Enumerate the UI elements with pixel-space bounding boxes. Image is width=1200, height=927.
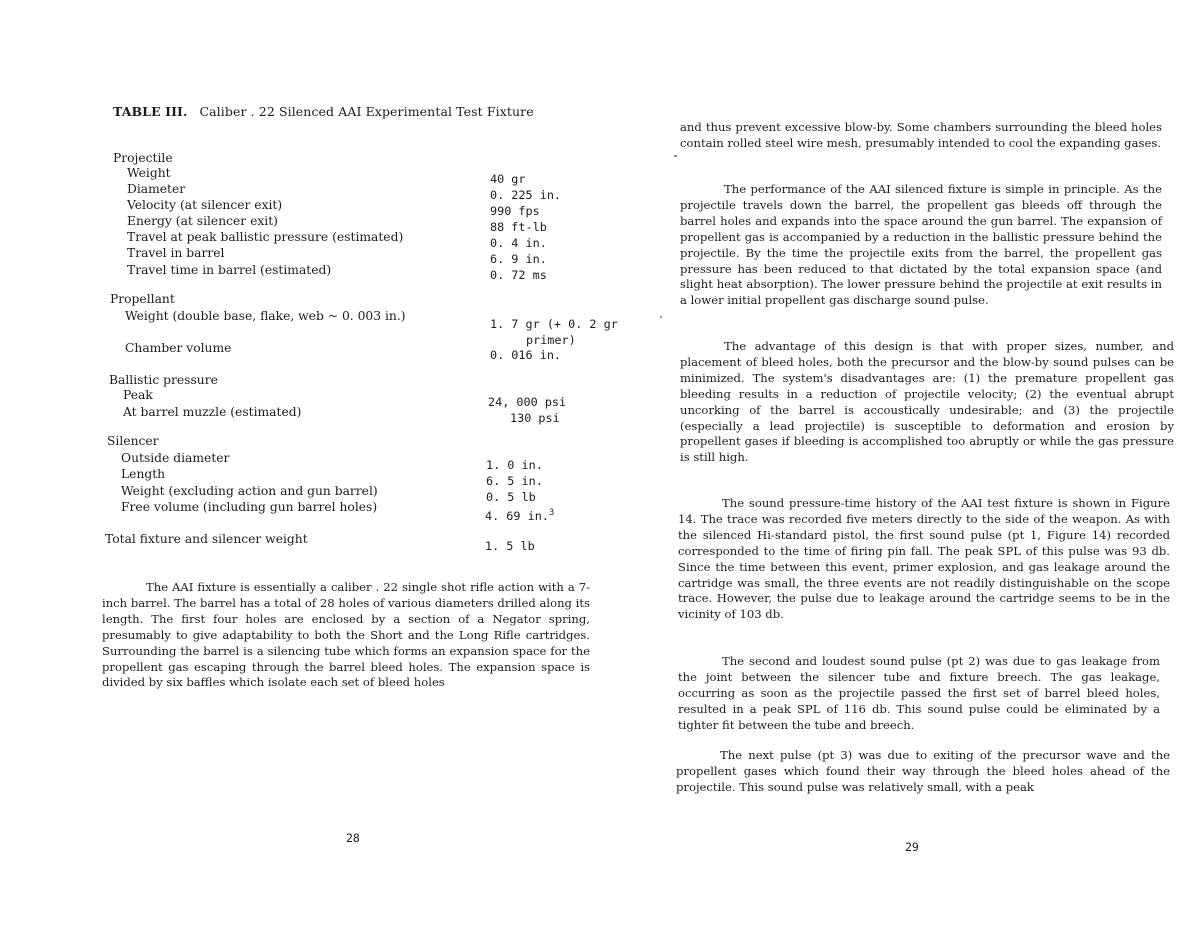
- table-row-label: Weight (double base, flake, web ~ 0. 003 in.): [125, 309, 406, 323]
- body-paragraph: and thus prevent excessive blow-by. Some chambers surrounding the bleed holes contain rolled steel wire mesh, presumably intended to cool the expanding gases.: [680, 120, 1162, 150]
- body-paragraph: The AAI fixture is essentially a caliber . 22 single shot rifle action with a 7-inch barrel. The barrel has a total of 28 holes of various diameters drilled along its length. The first four holes are enclosed by a section of a Negator spring, presumably to give adaptability to both the Short and the Long Rifle cartridges. Surrounding the barrel is a silencing tube which forms an expansion space for the propellent gas escaping through the barrel bleed holes. The expansion space is divided by six baffles which isolate each set of bleed holes: [102, 580, 590, 690]
- table-row-value-continued: primer): [526, 333, 576, 347]
- table-row-label: Free volume (including gun barrel holes): [121, 500, 378, 514]
- table-row-value: 0. 016 in.: [490, 348, 562, 362]
- table-row-label: Weight (excluding action and gun barrel): [121, 484, 378, 498]
- table-total-value: 1. 5 lb: [485, 539, 535, 553]
- table-row-value: 88 ft-lb: [490, 220, 547, 234]
- table-row-label: Length: [121, 467, 166, 481]
- table-row-value: [485, 505, 554, 524]
- table-row-value: 24, 000 psi: [488, 395, 567, 409]
- table-row-label: At barrel muzzle (estimated): [123, 405, 302, 419]
- table-section-heading-projectile: Projectile: [113, 151, 173, 165]
- free-volume-value: 4. 69 in.: [485, 508, 549, 523]
- table-row-value: 990 fps: [490, 204, 540, 218]
- table-row-value: 0. 4 in.: [490, 236, 547, 250]
- table-section-heading-silencer: Silencer: [107, 434, 159, 448]
- table-row-value: 0. 225 in.: [490, 188, 562, 202]
- table-title-label: TABLE III.: [113, 104, 188, 119]
- table-row-label: Outside diameter: [121, 451, 230, 465]
- page-number: 29: [905, 840, 919, 854]
- superscript-3: 3: [548, 508, 555, 518]
- table-row-label: Diameter: [127, 182, 186, 196]
- table-row-label: Peak: [123, 388, 153, 402]
- table-row-label: Chamber volume: [125, 341, 232, 355]
- table-title-text: Caliber . 22 Silenced AAI Experimental Test Fixture: [199, 104, 534, 119]
- table-row-value: 0. 5 lb: [486, 490, 536, 504]
- scan-speck: [674, 155, 677, 157]
- table-row-value: 6. 5 in.: [486, 474, 543, 488]
- page-number: 28: [346, 831, 360, 845]
- table-row-label: Travel in barrel: [127, 246, 225, 260]
- table-row-value: 130 psi: [510, 411, 560, 425]
- body-paragraph: The sound pressure-time history of the AAI test fixture is shown in Figure 14. The trace was recorded five meters directly to the side of the weapon. As with the silenced Hi-standard pistol, the first sound pulse (pt 1, Figure 14) recorded corresponded to the time of firing pin fall. The peak SPL of this pulse was 93 db. Since the time between this event, primer explosion, and gas leakage around the cartridge was small, the three events are not readily distinguishable on the scope trace. However, the pulse due to leakage around the cartridge seems to be in the vicinity of 103 db.: [678, 496, 1170, 622]
- body-paragraph: The performance of the AAI silenced fixture is simple in principle. As the projectile travels down the barrel, the propellent gas bleeds off through the barrel holes and expands into the space around the gun barrel. The expansion of propellent gas is accompanied by a reduction in the ballistic pressure behind the projectile. By the time the projectile exits from the barrel, the propellent gas pressure has been reduced to that dictated by the total expansion space (and slight heat absorption). The lower pressure behind the projectile at exit results in a lower initial propellent gas discharge sound pulse.: [680, 182, 1162, 308]
- scan-speck: [660, 316, 662, 318]
- body-paragraph: The next pulse (pt 3) was due to exiting of the precursor wave and the propellent gases which found their way through the bleed holes ahead of the projectile. This sound pulse was relatively small, with a peak: [676, 748, 1170, 794]
- body-paragraph: The second and loudest sound pulse (pt 2) was due to gas leakage from the joint between the silencer tube and fixture breech. The gas leakage, occurring as soon as the projectile passed the first set of barrel bleed holes, resulted in a peak SPL of 116 db. This sound pulse could be eliminated by a tighter fit between the tube and breech.: [678, 654, 1160, 732]
- table-row-label: Travel time in barrel (estimated): [127, 263, 332, 277]
- table-row-value: 1. 0 in.: [486, 458, 543, 472]
- table-row-value: 0. 72 ms: [490, 268, 547, 282]
- table-row-value: 1. 7 gr (+ 0. 2 gr: [490, 317, 618, 331]
- table-section-heading-ballistic-pressure: Ballistic pressure: [109, 373, 218, 387]
- table-row-value: 6. 9 in.: [490, 252, 547, 266]
- right-page: [600, 0, 1200, 927]
- table-row-label: Energy (at silencer exit): [127, 214, 278, 228]
- body-paragraph: The advantage of this design is that with proper sizes, number, and placement of bleed holes, both the precursor and the blow-by sound pulses can be minimized. The system's disadvantages are: (1) the premature propellent gas bleeding results in a reduction of projectile velocity; (2) the eventual abrupt uncorking of the barrel is accoustically undesirable; and (3) the projectile (especially a lead projectile) is susceptible to deformation and erosion by propellent gases if bleeding is accomplished too abruptly or while the gas pressure is still high.: [680, 339, 1174, 465]
- table-row-label: Weight: [127, 166, 171, 180]
- table-total-label: Total fixture and silencer weight: [105, 532, 308, 546]
- table-section-heading-propellant: Propellant: [110, 292, 175, 306]
- table-row-value: 40 gr: [490, 172, 526, 186]
- table-row-label: Travel at peak ballistic pressure (estimated): [127, 230, 404, 244]
- table-title: [113, 104, 534, 119]
- table-row-label: Velocity (at silencer exit): [127, 198, 283, 212]
